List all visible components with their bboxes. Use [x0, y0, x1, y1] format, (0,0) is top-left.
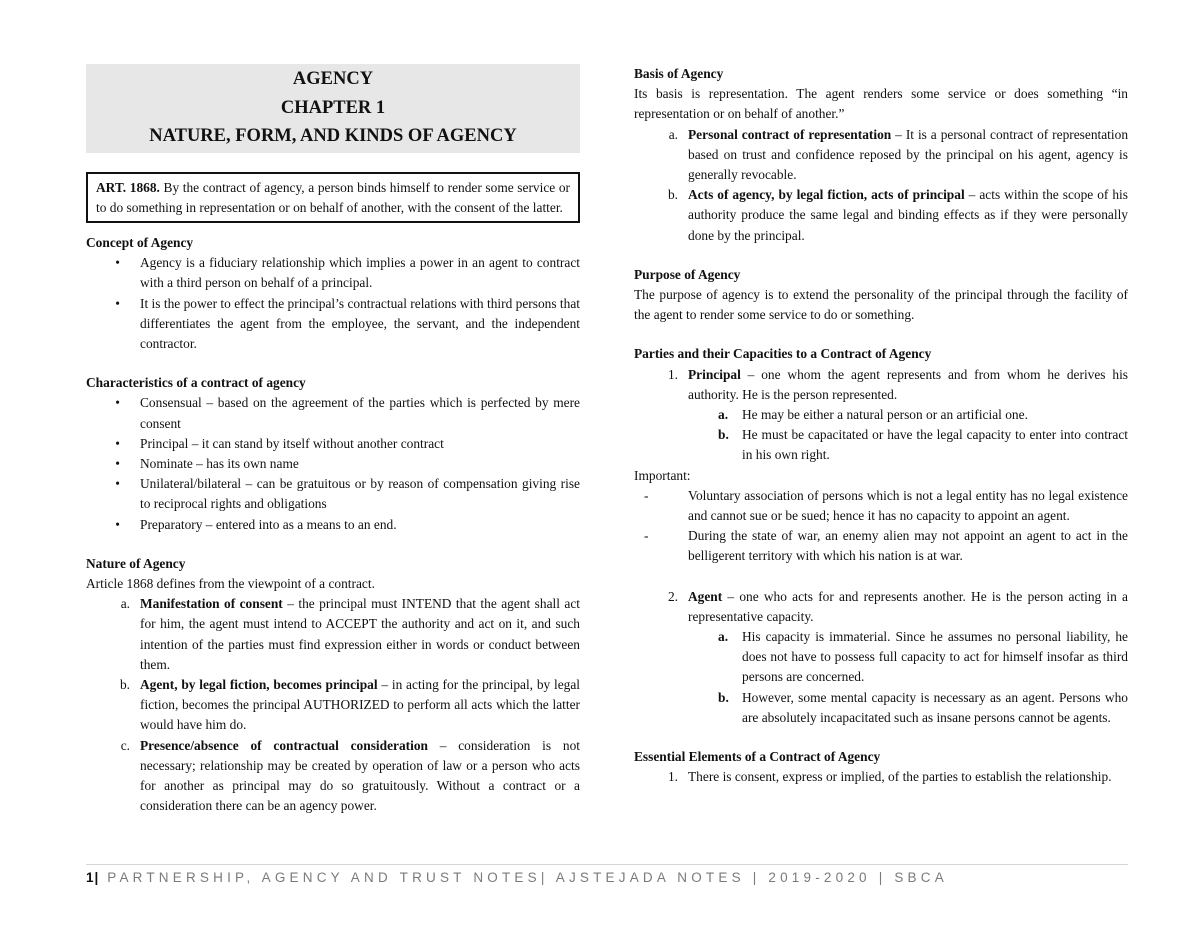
list-item: - Voluntary association of persons which is not a legal entity has no legal existence and cannot sue or be sued; hence it has no capacity to appoint an agent.: [644, 487, 1128, 524]
list-item: b. He must be capacitated or have the legal capacity to enter into contract in his own right.: [718, 427, 1128, 463]
list-item: • Agency is a fiduciary relationship which implies a power in an agent to contract with a third person on behalf of a principal.: [86, 253, 580, 293]
purpose-text: The purpose of agency is to extend the personality of the principal through the facility of the agent to render some service to do or something.: [634, 287, 1128, 323]
bullet-icon: •: [115, 455, 130, 471]
bullet-icon: •: [115, 255, 130, 271]
left-column: [86, 64, 580, 816]
list-item: a. Personal contract of representation – It is a personal contract of representation based on trust and confidence reposed by the principal on his agent, agency is generally revocable.: [668, 126, 1129, 183]
list-item: a. He may be either a natural person or an artificial one.: [718, 407, 1028, 423]
title-agency: AGENCY: [292, 69, 374, 89]
chapter-title-block: [86, 64, 580, 153]
article-label: ART. 1868.: [96, 179, 160, 195]
dash-icon: -: [644, 528, 649, 544]
list-item: • It is the power to effect the principal’s contractual relations with third persons that differentiates the agent from the employee, the servant, and the independent contractor.: [86, 294, 580, 355]
list-item: b. Acts of agency, by legal fiction, acts of principal – acts within the scope of his authority produce the same legal and binding effects as if they were personally done by the principal.: [667, 187, 1128, 243]
bullet-icon: •: [115, 476, 130, 492]
agent-item: 2. Agent – one who acts for and represents another. He is the person acting in a representative capacity.: [667, 588, 1128, 624]
dash-icon: -: [644, 487, 649, 503]
list-item: c. Presence/absence of contractual consideration – consideration is not necessary; relationship may be created by operation of law or a person who acts for another as principal may do so gratuitously. Without a contract or a consideration there can be an agency power.: [120, 737, 580, 814]
bullet-icon: •: [115, 435, 130, 451]
list-item: • Nominate – has its own name: [86, 454, 580, 474]
list-item: • Principal – it can stand by itself without another contract: [86, 434, 580, 454]
footer-separator: |: [94, 870, 100, 885]
list-item: a. His capacity is immaterial. Since he assumes no personal liability, he does not have to possess full capacity to act for himself insofar as third persons are concerned.: [718, 629, 1128, 685]
list-item: a. Manifestation of consent – the principal must INTEND that the agent shall act for him, the agent must intend to ACCEPT the authority and act on it, and such intention of the parties must find expression either in words or conduct between them.: [120, 596, 580, 672]
nature-intro: Article 1868 defines from the viewpoint of a contract.: [86, 575, 375, 591]
page-number: 1: [86, 870, 95, 885]
right-column: [634, 64, 1128, 788]
bullet-icon: •: [115, 516, 130, 532]
article-1868-box: [86, 172, 580, 223]
list-item: 1. There is consent, express or implied, of the parties to establish the relationship.: [667, 769, 1112, 785]
footer-rule: [86, 864, 1128, 865]
characteristics-list: [86, 393, 580, 534]
footer-text: PARTNERSHIP, AGENCY AND TRUST NOTES| AJSTEJADA NOTES | 2019-2020 | SBCA: [107, 870, 948, 885]
concept-list: [86, 253, 580, 354]
basis-heading: Basis of Agency: [634, 66, 724, 81]
concept-heading: Concept of Agency: [86, 234, 194, 250]
purpose-heading: Purpose of Agency: [634, 266, 741, 282]
parties-heading: Parties and their Capacities to a Contract of Agency: [634, 346, 932, 362]
list-item: • Preparatory – entered into as a means to an end.: [86, 515, 580, 535]
list-item: b. However, some mental capacity is necessary as an agent. Persons who are absolutely incapacitated such as insane persons cannot be agents.: [718, 689, 1128, 725]
title-nature: NATURE, FORM, AND KINDS OF AGENCY: [149, 126, 517, 146]
bullet-icon: •: [115, 395, 130, 411]
article-text: By the contract of agency, a person binds himself to render some service or to do something in representation or on behalf of another, with the consent of the latter.: [96, 179, 570, 215]
nature-list: [86, 594, 580, 816]
basis-list: [634, 125, 1128, 246]
important-label: Important:: [634, 467, 691, 483]
list-item: • Unilateral/bilateral – can be gratuitous or by reason of compensation giving rise to reciprocal rights and obligations: [86, 474, 580, 514]
principal-item: 1. Principal – one whom the agent represents and from whom he derives his authority. He is the person represented.: [667, 366, 1128, 402]
list-item: - During the state of war, an enemy alien may not appoint an agent to act in the belligerent territory with which his nation is at war.: [644, 528, 1128, 564]
nature-heading: Nature of Agency: [86, 555, 186, 571]
title-chapter: CHAPTER 1: [280, 97, 386, 118]
list-item: • Consensual – based on the agreement of the parties which is perfected by mere consent: [86, 393, 580, 433]
characteristics-heading: Characteristics of a contract of agency: [86, 375, 306, 391]
essential-heading: Essential Elements of a Contract of Agency: [634, 749, 881, 765]
basis-intro: Its basis is representation. The agent renders some service or does something “in representation or on behalf of another.”: [634, 86, 1128, 122]
bullet-icon: •: [115, 295, 130, 311]
page-footer: [86, 870, 948, 885]
list-item: b. Agent, by legal fiction, becomes principal – in acting for the principal, by legal fiction, becomes the principal AUTHORIZED to perform all acts which the latter would have him do.: [119, 676, 581, 733]
